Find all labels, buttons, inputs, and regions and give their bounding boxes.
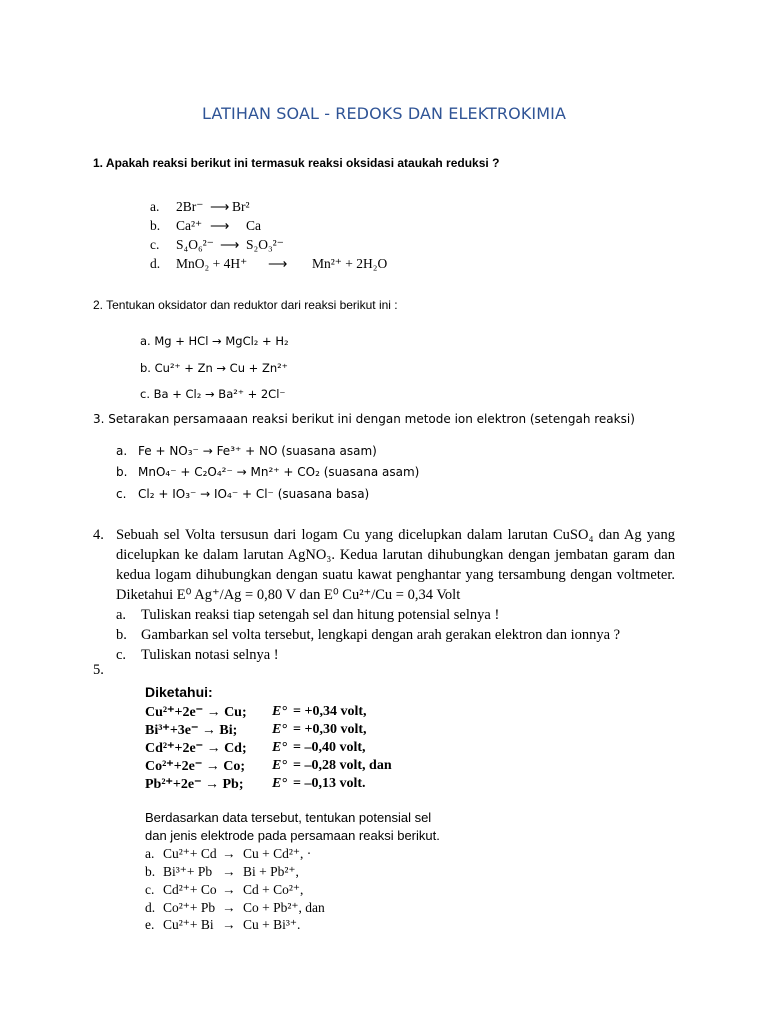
potential-symbol: E° [272, 758, 287, 773]
equation: Cl₂ + IO₃⁻ → IO₄⁻ + Cl⁻ (suasana basa) [138, 487, 370, 501]
question-5-number: 5. [93, 662, 104, 678]
item-text: Tuliskan reaksi tiap setengah sel dan hitung potensial selnya ! [141, 607, 500, 623]
potential-value: = –0,40 volt, [293, 740, 366, 755]
arrow-icon: ⟶ [268, 256, 288, 271]
reactants: Cu²⁺+ Cd [163, 846, 217, 861]
item-label: a. [140, 334, 151, 348]
potential-symbol: E° [272, 722, 287, 737]
half-reaction: Cu²⁺+2e⁻ → Cu; [145, 705, 247, 720]
question-3-item-c [116, 487, 369, 501]
equation: Mg + HCl → MgCl₂ + H₂ [154, 334, 289, 348]
potential-value: = +0,34 volt, [293, 704, 367, 719]
products: Bi + Pb²⁺, [243, 864, 299, 879]
potential-symbol: E° [272, 776, 287, 791]
potential-symbol: E° [272, 704, 287, 719]
question-5-image [145, 684, 445, 932]
half-reaction: Bi³⁺+3e⁻ → Bi; [145, 723, 238, 738]
reactants: Bi³⁺+ Pb [163, 864, 213, 879]
products: Cu + Bi³⁺. [243, 917, 301, 932]
arrow-icon: ⟶ [210, 199, 230, 214]
equation: Cu²⁺ + Zn → Cu + Zn²⁺ [154, 361, 288, 375]
potential-symbol: E° [272, 740, 287, 755]
arrow-icon: ⟶ [220, 237, 240, 252]
question-1-text: 1. Apakah reaksi berikut ini termasuk reaksi oksidasi ataukah reduksi ? [93, 156, 500, 170]
question-1-reactions [150, 199, 420, 279]
given-heading: Diketahui: [145, 684, 213, 700]
question-2-item-c [140, 387, 285, 401]
question-3-item-a [116, 444, 377, 458]
half-reaction: Pb²⁺+2e⁻ → Pb; [145, 777, 244, 792]
reactant: 2Br⁻ [176, 199, 204, 214]
item-label: b. [140, 361, 151, 375]
question-4-item-b [116, 625, 675, 645]
question-3-item-b [116, 465, 419, 479]
question-4-text: Sebuah sel Volta tersusun dari logam Cu yang dicelupkan dalam larutan CuSO₄ dan Ag yang dicelupkan ke dalam larutan AgNO₃. Kedua larutan dihubungkan dengan jembatan garam dan kedua logam dihubungkan dengan suatu kawat penghantar yang tersambung dengan voltmeter. Diketahui E⁰ Ag⁺/Ag = 0,80 V dan E⁰ Cu²⁺/Cu = 0,34 Volt [116, 527, 675, 603]
question-4 [93, 525, 675, 665]
products: Cd + Co²⁺, [243, 882, 304, 897]
equation: Fe + NO₃⁻ → Fe³⁺ + NO (suasana asam) [138, 444, 377, 458]
item-text: Gambarkan sel volta tersebut, lengkapi dengan arah gerakan elektron dan ionnya ? [141, 627, 621, 643]
potential-value: = +0,30 volt, [293, 722, 367, 737]
reactant: Ca²⁺ [176, 218, 203, 233]
question-2-item-b [140, 361, 288, 375]
half-reaction: Cd²⁺+2e⁻ → Cd; [145, 741, 247, 756]
equation: Ba + Cl₂ → Ba²⁺ + 2Cl⁻ [153, 387, 286, 401]
item-label: a. [145, 846, 155, 861]
item-label: d. [150, 256, 161, 271]
question-4-item-a [116, 605, 675, 625]
item-label: a. [150, 199, 160, 214]
question-5-text-line1: Berdasarkan data tersebut, tentukan potensial sel [145, 810, 432, 825]
arrow-icon: → [222, 882, 236, 897]
potential-value: = –0,28 volt, dan [293, 758, 392, 773]
arrow-icon: → [222, 900, 236, 915]
question-number: 4. [93, 527, 104, 543]
reactants: Co²⁺+ Pb [163, 900, 216, 915]
item-label: c. [145, 882, 155, 897]
arrow-icon: → [222, 917, 236, 932]
item-label: a. [116, 444, 128, 458]
product: Br² [232, 199, 250, 214]
item-label: d. [145, 900, 156, 915]
arrow-icon: → [222, 864, 236, 879]
item-label: c. [116, 647, 127, 663]
item-label: c. [150, 237, 160, 252]
arrow-icon: → [222, 846, 236, 861]
potential-value: = –0,13 volt. [293, 776, 366, 791]
item-label: e. [145, 917, 155, 932]
question-2-item-a [140, 334, 289, 348]
page-title: LATIHAN SOAL - REDOKS DAN ELEKTROKIMIA [201, 104, 567, 123]
half-reaction: Co²⁺+2e⁻ → Co; [145, 759, 246, 774]
product: Mn²⁺ + 2H₂O [312, 256, 388, 271]
arrow-icon: ⟶ [210, 218, 230, 233]
item-text: Tuliskan notasi selnya ! [141, 647, 279, 663]
product: S₂O₃²⁻ [246, 237, 284, 252]
item-label: c. [140, 387, 150, 401]
reactant: MnO₂ + 4H⁺ [176, 256, 248, 271]
item-label: a. [116, 607, 127, 623]
item-label: c. [116, 487, 127, 501]
item-label: b. [116, 465, 128, 479]
question-4-item-c [116, 645, 675, 665]
product: Ca [246, 218, 261, 233]
reactants: Cu²⁺+ Bi [163, 917, 214, 932]
question-2-text: 2. Tentukan oksidator dan reduktor dari reaksi berikut ini : [93, 298, 398, 312]
item-label: b. [150, 218, 161, 233]
question-3-text: 3. Setarakan persamaaan reaksi berikut ini dengan metode ion elektron (setengah reaksi) [93, 412, 635, 426]
reactant: S₄O₆²⁻ [176, 237, 214, 252]
products: Cu + Cd²⁺, · [243, 846, 312, 861]
item-label: b. [116, 627, 127, 643]
item-label: b. [145, 864, 156, 879]
question-5-text-line2: dan jenis elektrode pada persamaan reaksi berikut. [145, 828, 440, 843]
reactants: Cd²⁺+ Co [163, 882, 217, 897]
products: Co + Pb²⁺, dan [243, 900, 325, 915]
equation: MnO₄⁻ + C₂O₄²⁻ → Mn²⁺ + CO₂ (suasana asam) [138, 465, 420, 479]
